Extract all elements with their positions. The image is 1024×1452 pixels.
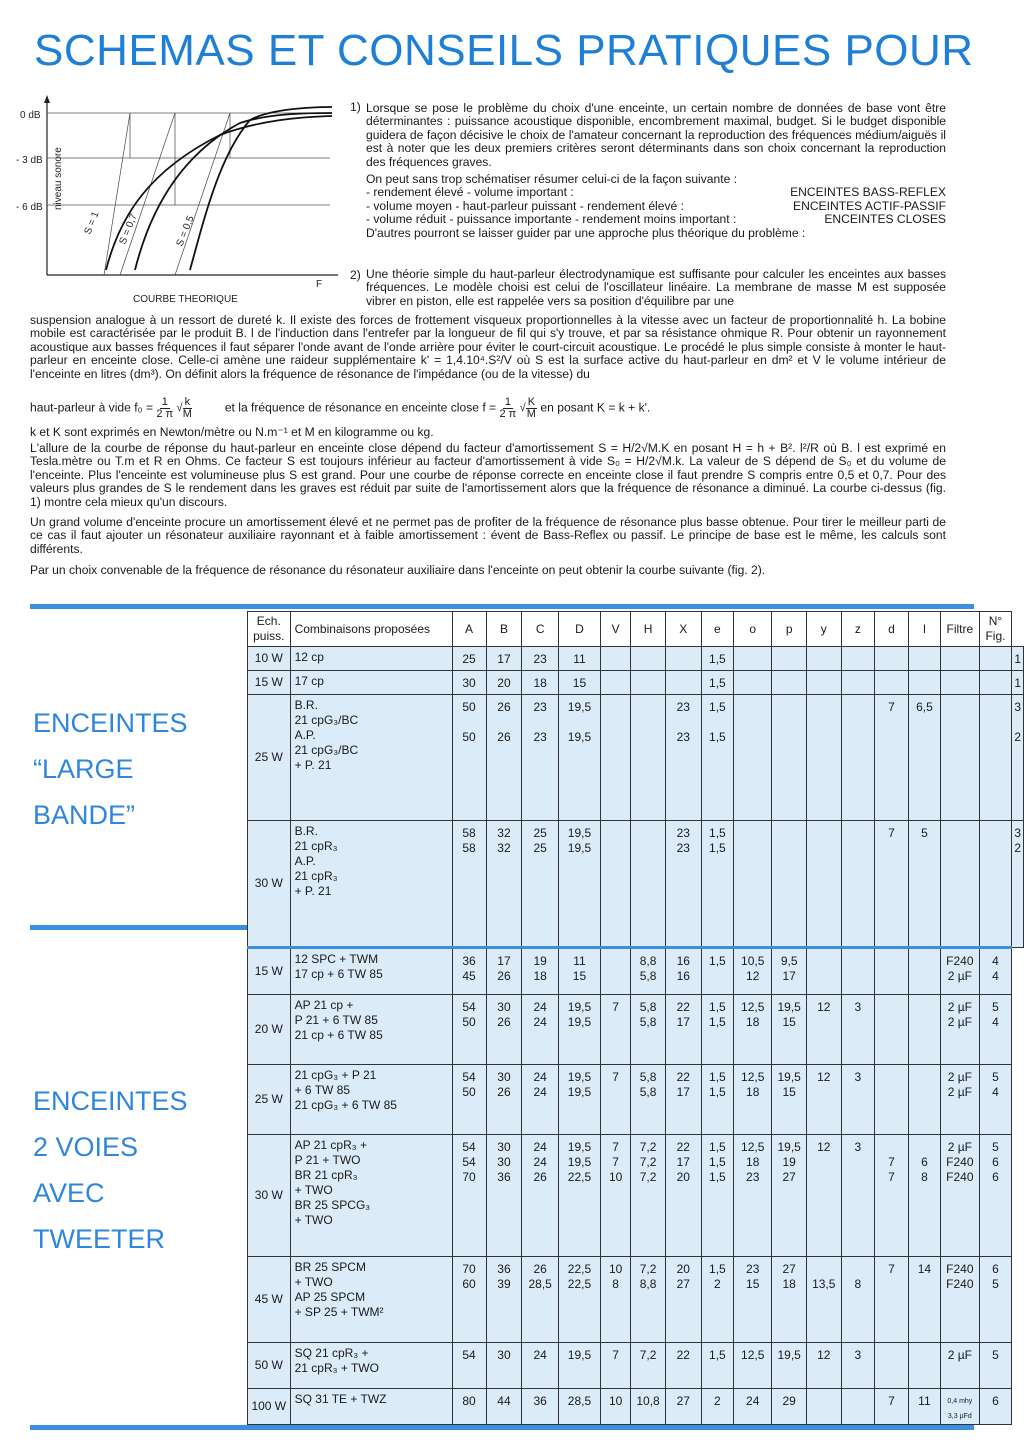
value-cell: 24	[734, 1389, 772, 1425]
value-cell: 58 58	[452, 821, 486, 948]
value-cell: 20 27	[665, 1257, 701, 1343]
power-cell: 15 W	[248, 671, 291, 695]
y-label-3db: - 3 dB	[16, 155, 43, 166]
table-row	[248, 948, 1024, 995]
value-cell: 2	[701, 1389, 733, 1425]
curve-label-s1: S = 1	[82, 210, 102, 237]
value-cell	[941, 821, 980, 948]
x-axis-label: F	[316, 279, 323, 290]
value-cell	[806, 695, 841, 821]
value-cell: 7,2	[631, 1343, 666, 1389]
curve-label-s07: S = 0,7	[117, 212, 140, 247]
value-cell: 19,5 19,5	[558, 695, 600, 821]
value-cell: 30	[486, 1343, 522, 1389]
table-row	[248, 1065, 1024, 1135]
top-divider	[30, 604, 974, 609]
column-header: B	[486, 612, 522, 647]
value-cell: 23 23	[665, 695, 701, 821]
table-row	[248, 821, 1024, 948]
column-header: C	[522, 612, 558, 647]
value-cell: 12,5 18	[734, 995, 772, 1065]
value-cell: 7	[601, 995, 631, 1065]
value-cell: 36 39	[486, 1257, 522, 1343]
value-cell: 5,8 5,8	[631, 1065, 666, 1135]
value-cell	[734, 647, 772, 671]
value-cell: 2 µF	[941, 1343, 980, 1389]
value-cell	[734, 671, 772, 695]
value-cell	[601, 671, 631, 695]
value-cell	[841, 695, 875, 821]
section-heading-large-bande: ENCEINTES “LARGE BANDE”	[33, 708, 188, 830]
value-cell: 23 23	[522, 695, 558, 821]
value-cell	[841, 948, 875, 995]
value-cell: 7	[875, 1389, 909, 1425]
value-cell: 4 4	[979, 948, 1012, 995]
column-header: X	[665, 612, 701, 647]
power-cell: 30 W	[248, 1135, 291, 1257]
value-cell	[941, 647, 980, 671]
value-cell	[908, 671, 940, 695]
value-cell: 22 17	[665, 995, 701, 1065]
value-cell: 6 5	[979, 1257, 1012, 1343]
list-item: - volume moyen - haut-parleur puissant - rendement élevé : ENCEINTES ACTIF-PASSIF	[366, 198, 946, 213]
value-cell: 23 15	[734, 1257, 772, 1343]
column-header: A	[452, 612, 486, 647]
value-cell	[772, 821, 807, 948]
value-cell: 26 26	[486, 695, 522, 821]
value-cell: 10 8	[601, 1257, 631, 1343]
list-item: - rendement élevé - volume important : ENCEINTES BASS-REFLEX	[366, 185, 946, 200]
value-cell: F240 2 µF	[941, 948, 980, 995]
value-cell: 1,5	[701, 647, 733, 671]
p6-text: Par un choix convenable de la fréquence de résonance du résonateur auxiliaire dans l'enceinte on peut obtenir la courbe suivante (fig. 2).	[30, 563, 766, 577]
value-cell: 5 4	[979, 1065, 1012, 1135]
column-header: D	[558, 612, 600, 647]
column-header: z	[841, 612, 875, 647]
p5-text: Un grand volume d'enceinte procure un amortissement élevé et ne permet pas de profiter de la fréquence de résonance plus basse obtenue. Pour tirer le meilleur parti de ce cas il faut ajouter un résonateur auxiliaire rayonnant et à faible amortissement : évent de Bass-Reflex ou passif. Le principe de base est le même, les calculs sont différents.	[30, 515, 946, 556]
value-cell: 24	[522, 1343, 558, 1389]
power-cell: 20 W	[248, 995, 291, 1065]
value-cell: 30 26	[486, 995, 522, 1065]
value-cell	[631, 647, 666, 671]
value-cell	[665, 647, 701, 671]
value-cell: 3	[841, 995, 875, 1065]
table-row	[248, 1135, 1024, 1257]
value-cell	[979, 695, 1012, 821]
value-cell: 19 18	[522, 948, 558, 995]
value-cell	[601, 647, 631, 671]
value-cell: 32 32	[486, 821, 522, 948]
combination-cell: BR 25 SPCM + TWO AP 25 SPCM + SP 25 + TWM²	[290, 1257, 452, 1343]
formula-f-label: et la fréquence de résonance en enceinte close f =	[224, 400, 497, 415]
value-cell	[631, 671, 666, 695]
column-header: H	[631, 612, 666, 647]
value-cell: 6 8	[908, 1135, 940, 1257]
value-cell: 11 15	[558, 948, 600, 995]
value-cell	[601, 948, 631, 995]
value-cell: 19,5	[772, 1343, 807, 1389]
value-cell: 19,5	[558, 1343, 600, 1389]
formula-f0-label: haut-parleur à vide f₀ =	[30, 400, 154, 415]
value-cell: 1,5	[701, 671, 733, 695]
value-cell: 23 23	[665, 821, 701, 948]
sqrt-sign: √	[176, 401, 183, 414]
value-cell	[908, 948, 940, 995]
value-cell: 26 28,5	[522, 1257, 558, 1343]
value-cell	[875, 1343, 909, 1389]
value-cell: 54	[452, 1343, 486, 1389]
value-cell: 10,8	[631, 1389, 666, 1425]
power-cell: 10 W	[248, 647, 291, 671]
combination-cell: B.R. 21 cpG₃/BC A.P. 21 cpG₃/BC + P. 21	[290, 695, 452, 821]
value-cell: 10	[601, 1389, 631, 1425]
column-header: e	[701, 612, 733, 647]
value-cell: 22	[665, 1343, 701, 1389]
value-cell: 9,5 17	[772, 948, 807, 995]
value-cell	[941, 671, 980, 695]
combination-cell: SQ 21 cpR₃ + 21 cpR₃ + TWO	[290, 1343, 452, 1389]
power-cell: 100 W	[248, 1389, 291, 1425]
value-cell: 5	[979, 1343, 1012, 1389]
p1-number: 1)	[350, 100, 361, 114]
value-cell: 3 2	[1012, 695, 1024, 821]
value-cell: 0,4 mhy 3,3 µFd	[941, 1389, 980, 1425]
value-cell: 7 7 10	[601, 1135, 631, 1257]
y-axis-label: niveau sonore	[53, 147, 64, 210]
value-cell: 19,5 19,5	[558, 995, 600, 1065]
value-cell: 17 26	[486, 948, 522, 995]
value-cell: 19,5 19,5	[558, 1065, 600, 1135]
list-item: - volume réduit - puissance importante - rendement moins important : ENCEINTES CLOSES	[366, 212, 946, 227]
value-cell	[841, 647, 875, 671]
p1-text: Lorsque se pose le problème du choix d'une enceinte, un certain nombre de données de base vont être déterminantes : puissance acoustique disponible, encombrement maximal, budget. Si le budget disponible guidera de façon décisive le choix de l'amateur concernant la reproduction des fréquences médium/aiguës il est à noter que les deux premiers critères seront déterminants dans son choix concernant la reproduction des fréquences graves.	[366, 101, 946, 169]
value-cell	[665, 671, 701, 695]
value-cell: 7,2 8,8	[631, 1257, 666, 1343]
value-cell: 70 60	[452, 1257, 486, 1343]
value-cell	[601, 821, 631, 948]
value-cell: 24 24 26	[522, 1135, 558, 1257]
power-cell: 50 W	[248, 1343, 291, 1389]
value-cell: 11	[558, 647, 600, 671]
value-cell: 2 µF 2 µF	[941, 995, 980, 1065]
column-header: V	[601, 612, 631, 647]
value-cell: 8,8 5,8	[631, 948, 666, 995]
value-cell	[875, 948, 909, 995]
value-cell: 19,5 15	[772, 1065, 807, 1135]
column-header: y	[806, 612, 841, 647]
value-cell: 1,5	[701, 1343, 733, 1389]
value-cell	[908, 1065, 940, 1135]
value-cell: 25	[452, 647, 486, 671]
value-cell	[631, 821, 666, 948]
value-cell: 1	[1012, 671, 1024, 695]
column-header: l	[908, 612, 940, 647]
table-row	[248, 1257, 1024, 1343]
paragraph-1	[366, 102, 946, 240]
value-cell: 11	[908, 1389, 940, 1425]
value-cell: 28,5	[558, 1389, 600, 1425]
combination-cell: 17 cp	[290, 671, 452, 695]
value-cell	[806, 948, 841, 995]
fraction: $\frac{K}{M}$	[526, 396, 536, 420]
formula-post: en posant K = k + k'.	[540, 400, 651, 415]
value-cell: 54 50	[452, 1065, 486, 1135]
value-cell: 7 7	[875, 1135, 909, 1257]
value-cell: 30	[452, 671, 486, 695]
y-label-0db: 0 dB	[20, 110, 41, 121]
value-cell	[875, 671, 909, 695]
value-cell: 19,5 19 27	[772, 1135, 807, 1257]
column-header: p	[772, 612, 807, 647]
value-cell: 5 4	[979, 995, 1012, 1065]
value-cell: 10,5 12	[734, 948, 772, 995]
value-cell	[806, 1389, 841, 1425]
value-cell: 18	[522, 671, 558, 695]
value-cell: F240 F240	[941, 1257, 980, 1343]
sqrt-sign: √	[519, 401, 526, 414]
p3-text: k et K sont exprimés en Newton/mètre ou N.m⁻¹ et M en kilogramme ou kg.	[30, 425, 434, 439]
power-cell: 25 W	[248, 695, 291, 821]
page-title: SCHEMAS ET CONSEILS PRATIQUES POUR	[34, 26, 974, 75]
value-cell: 6	[979, 1389, 1012, 1425]
value-cell: 15	[558, 671, 600, 695]
column-header: o	[734, 612, 772, 647]
value-cell: 5,8 5,8	[631, 995, 666, 1065]
value-cell	[601, 695, 631, 821]
curve-label-s05: S = 0,5	[174, 214, 197, 249]
combination-cell: 12 SPC + TWM 17 cp + 6 TW 85	[290, 948, 452, 995]
value-cell: 3	[841, 1065, 875, 1135]
value-cell: 5	[908, 821, 940, 948]
combination-cell: B.R. 21 cpR₃ A.P. 21 cpR₃ + P. 21	[290, 821, 452, 948]
table-row	[248, 647, 1024, 671]
p2b-text: suspension analogue à un ressort de dureté k. Il existe des forces de frottement visqueux proportionnelles à la vitesse avec un facteur de proportionnalité h. La bobine mobile est caractérisée par le produit B. l de l'induction dans l'entrefer par la longueur de fil qui s'y trouve, et par sa résistance ohmique R. Pour obtenir un rayonnement acoustique aux basses fréquences il faut séparer l'onde avant de l'onde arrière pour éviter le court-circuit acoustique. Le procédé le plus simple consiste à monter le haut-parleur en enceinte close. Celle-ci amène une raideur supplémentaire k' = 1,4.10⁴.S²/V où S est la surface active du haut-parleur en dm² et V le volume intérieur de l'enceinte en litres (dm³). On définit alors la fréquence de résonance de l'impédance (ou de la vitesse) du	[30, 313, 946, 381]
table-row	[248, 695, 1024, 821]
value-cell: 1,5 1,5	[701, 695, 733, 821]
value-cell: 7	[875, 1257, 909, 1343]
value-cell: 22 17 20	[665, 1135, 701, 1257]
value-cell	[806, 671, 841, 695]
value-cell: 36 45	[452, 948, 486, 995]
value-cell: 12	[806, 1343, 841, 1389]
table-row	[248, 1389, 1024, 1425]
value-cell: 3	[841, 1135, 875, 1257]
value-cell	[979, 647, 1012, 671]
power-cell: 45 W	[248, 1257, 291, 1343]
value-cell	[908, 995, 940, 1065]
power-cell: 15 W	[248, 948, 291, 995]
value-cell	[841, 821, 875, 948]
value-cell	[841, 1389, 875, 1425]
value-cell: 1,5 1,5	[701, 1065, 733, 1135]
value-cell	[772, 671, 807, 695]
combination-cell: AP 21 cpR₃ + P 21 + TWO BR 21 cpR₃ + TWO BR 25 SPCG₃ + TWO	[290, 1135, 452, 1257]
fraction: $\frac{1}{2 \pi}$	[499, 396, 517, 420]
value-cell: 1,5 1,5 1,5	[701, 1135, 733, 1257]
speaker-table	[247, 611, 1024, 1425]
value-cell	[734, 695, 772, 821]
column-header: Combinaisons proposées	[290, 612, 452, 647]
figure-caption: COURBE THEORIQUE	[133, 294, 238, 305]
value-cell	[875, 1065, 909, 1135]
value-cell: 12,5 18 23	[734, 1135, 772, 1257]
value-cell: 25 25	[522, 821, 558, 948]
value-cell: 7	[875, 695, 909, 821]
value-cell: 30 26	[486, 1065, 522, 1135]
power-cell: 25 W	[248, 1065, 291, 1135]
value-cell: 27	[665, 1389, 701, 1425]
combination-cell: AP 21 cp + P 21 + 6 TW 85 21 cp + 6 TW 85	[290, 995, 452, 1065]
column-header: d	[875, 612, 909, 647]
value-cell: 1,5 2	[701, 1257, 733, 1343]
value-cell: 27 18	[772, 1257, 807, 1343]
power-cell: 30 W	[248, 821, 291, 948]
value-cell	[772, 647, 807, 671]
value-cell: 23	[522, 647, 558, 671]
value-cell: 7,2 7,2 7,2	[631, 1135, 666, 1257]
value-cell: 14	[908, 1257, 940, 1343]
value-cell: 5 6 6	[979, 1135, 1012, 1257]
value-cell: 7	[601, 1343, 631, 1389]
value-cell: 13,5	[806, 1257, 841, 1343]
value-cell: 12,5 18	[734, 1065, 772, 1135]
value-cell: 12	[806, 1065, 841, 1135]
column-header: Ech. puiss.	[248, 612, 291, 647]
table-header-row	[248, 612, 1024, 647]
value-cell: 44	[486, 1389, 522, 1425]
value-cell: 54 50	[452, 995, 486, 1065]
value-cell: 6,5	[908, 695, 940, 821]
value-cell: 7	[875, 821, 909, 948]
value-cell: 16 16	[665, 948, 701, 995]
value-cell: 12	[806, 1135, 841, 1257]
value-cell: 20	[486, 671, 522, 695]
value-cell: 2 µF F240 F240	[941, 1135, 980, 1257]
value-cell: 3	[841, 1343, 875, 1389]
value-cell: 2 µF 2 µF	[941, 1065, 980, 1135]
value-cell: 22 17	[665, 1065, 701, 1135]
p4-text: L'allure de la courbe de réponse du haut-parleur en enceinte close dépend du facteur d'amortissement S = H/2√M.K en posant H = h + B². l²/R où B. l est exprimé en Tesla.mètre ou T.m et R en Ohms. Ce facteur S est toujours inférieur au facteur d'amortissement à vide S₀ = H/2√M.k. La valeur de S dépend de S₀ et du volume de l'enceinte. Plus l'enceinte est volumineuse plus S est grand. Pour une courbe de réponse correcte en enceinte close il faut prendre S compris entre 0,5 et 0,7. Pour des valeurs plus grandes de S le rendement dans les graves est réduit par suite de l'amortissement alors que la fréquence de résonance a diminué. La courbe ci-dessus (fig. 1) montre cela mieux qu'un discours.	[30, 441, 946, 509]
value-cell: 1	[1012, 647, 1024, 671]
value-cell: 80	[452, 1389, 486, 1425]
figure-1-response-curves	[16, 95, 342, 310]
value-cell	[806, 647, 841, 671]
fraction: $\frac{1}{2 \pi}$	[156, 396, 174, 420]
value-cell: 22,5 22,5	[558, 1257, 600, 1343]
table-row	[248, 1343, 1024, 1389]
p1c-text: D'autres pourront se laisser guider par une approche plus théorique du problème :	[366, 225, 806, 240]
combination-cell: SQ 31 TE + TWZ	[290, 1389, 452, 1425]
column-header: N° Fig.	[979, 612, 1012, 647]
bottom-divider	[30, 1425, 974, 1430]
value-cell: 54 54 70	[452, 1135, 486, 1257]
value-cell: 1,5 1,5	[701, 821, 733, 948]
value-cell: 19,5 19,5 22,5	[558, 1135, 600, 1257]
value-cell: 30 30 36	[486, 1135, 522, 1257]
value-cell: 36	[522, 1389, 558, 1425]
y-label-6db: - 6 dB	[16, 202, 43, 213]
value-cell: 12	[806, 995, 841, 1065]
formula-line	[30, 397, 650, 420]
value-cell: 7	[601, 1065, 631, 1135]
value-cell	[941, 695, 980, 821]
value-cell	[841, 671, 875, 695]
value-cell	[979, 821, 1012, 948]
table-row	[248, 671, 1024, 695]
value-cell: 8	[841, 1257, 875, 1343]
fraction: $\frac{k}{M}$	[182, 396, 192, 420]
combination-cell: 12 cp	[290, 647, 452, 671]
value-cell: 1,5 1,5	[701, 995, 733, 1065]
p2-number: 2)	[350, 268, 361, 282]
value-cell: 17	[486, 647, 522, 671]
value-cell	[908, 647, 940, 671]
value-cell: 19,5 15	[772, 995, 807, 1065]
value-cell: 1,5	[701, 948, 733, 995]
value-cell	[734, 821, 772, 948]
value-cell: 50 50	[452, 695, 486, 821]
value-cell	[875, 995, 909, 1065]
value-cell	[631, 695, 666, 821]
column-header: Filtre	[941, 612, 980, 647]
value-cell: 3 2	[1012, 821, 1024, 948]
value-cell	[772, 695, 807, 821]
value-cell: 12,5	[734, 1343, 772, 1389]
table-row	[248, 995, 1024, 1065]
value-cell: 29	[772, 1389, 807, 1425]
value-cell: 24 24	[522, 995, 558, 1065]
value-cell	[908, 1343, 940, 1389]
value-cell: 19,5 19,5	[558, 821, 600, 948]
p2a-text: Une théorie simple du haut-parleur électrodynamique est suffisante pour calculer les enceintes aux basses fréquences. Le modèle choisi est celui de l'oscillateur linéaire. La membrane de masse M est supposée vibrer en piston, elle est rappelée vers sa position d'équilibre par une	[366, 267, 946, 308]
combination-cell: 21 cpG₃ + P 21 + 6 TW 85 21 cpG₃ + 6 TW 85	[290, 1065, 452, 1135]
value-cell	[979, 671, 1012, 695]
p1b-text: On peut sans trop schématiser résumer celui-ci de la façon suivante :	[366, 172, 738, 187]
value-cell	[806, 821, 841, 948]
section-heading-2-voies: ENCEINTES 2 VOIES AVEC TWEETER	[33, 1086, 188, 1254]
value-cell: 24 24	[522, 1065, 558, 1135]
value-cell	[875, 647, 909, 671]
